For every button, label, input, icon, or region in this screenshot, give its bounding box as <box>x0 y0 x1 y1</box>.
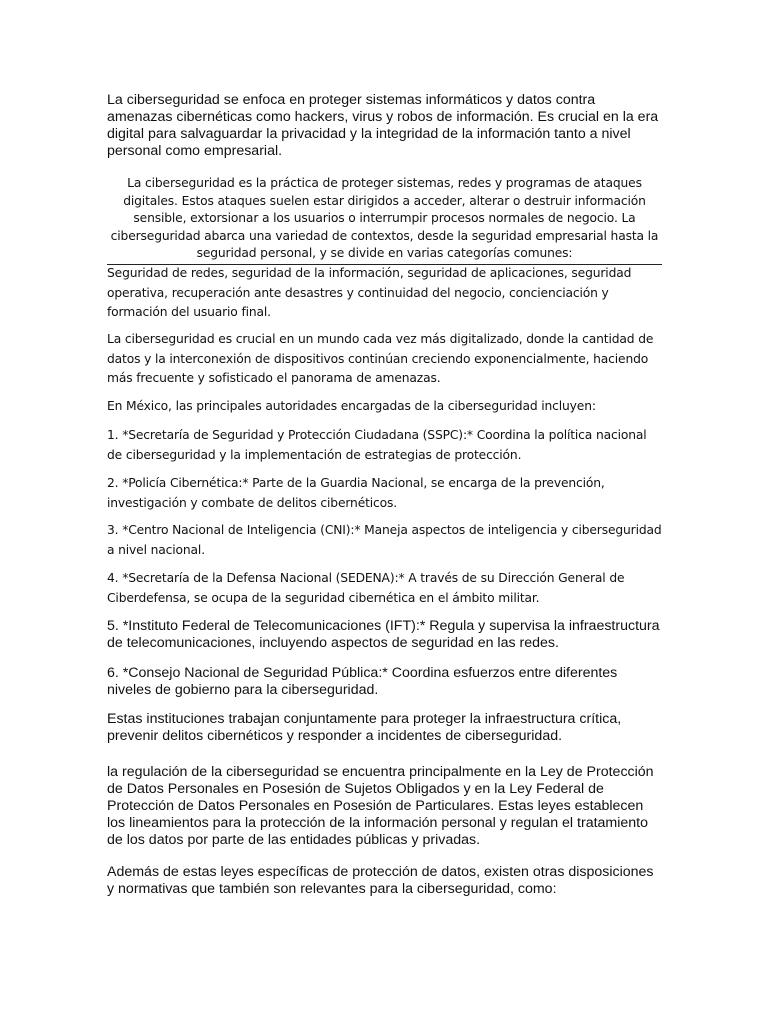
list-item-sedena: 4. *Secretaría de la Defensa Nacional (SEDENA):* A través de su Dirección General de Ciberdefensa, se ocupa de la seguridad cibernética en el ámbito militar. <box>107 571 625 605</box>
paragraph-categories: Seguridad de redes, seguridad de la información, seguridad de aplicaciones, seguridad operativa, recuperación ante desastres y continuidad del negocio, concienciación y formación del usuario final. <box>107 266 632 319</box>
paragraph-definition: La ciberseguridad es la práctica de proteger sistemas, redes y programas de ataques digitales. Estos ataques suelen estar dirigidos a acceder, alterar o destruir información sensible, extorsionar a los usuarios o interrumpir procesos normales de negocio. La ciberseguridad abarca una variedad de contextos, desde la seguridad empresarial hasta la seguridad personal, y se divide en varias categorías comunes: <box>110 176 659 261</box>
paragraph-institutions: Estas instituciones trabajan conjuntamente para proteger la infraestructura crítica, prevenir delitos cibernéticos y responder a incidentes de ciberseguridad. <box>107 711 622 744</box>
paragraph-regulation: la regulación de la ciberseguridad se encuentra principalmente en la Ley de Protección de Datos Personales en Posesión de Sujetos Obligados y en la Ley Federal de Protección de Datos Personales en Posesión de Particulares. Estas leyes establecen los lineamientos para la protección de la información personal y regulan el tratamiento de los datos por parte de las entidades públicas y privadas. <box>107 764 654 848</box>
list-item-cni: 3. *Centro Nacional de Inteligencia (CNI):* Maneja aspectos de inteligencia y ciberseguridad a nivel nacional. <box>107 523 662 557</box>
list-item-consejo: 6. *Consejo Nacional de Seguridad Pública:* Coordina esfuerzos entre diferentes niveles de gobierno para la ciberseguridad. <box>107 665 618 698</box>
paragraph-intro: La ciberseguridad se enfoca en proteger sistemas informáticos y datos contra amenazas cibernéticas como hackers, virus y robos de información. Es crucial en la era digital para salvaguardar la privacidad y la integridad de la información tanto a nivel personal como empresarial. <box>107 92 659 159</box>
paragraph-mexico-authorities: En México, las principales autoridades encargadas de la ciberseguridad incluyen: <box>107 399 596 413</box>
list-item-policia-cibernetica: 2. *Policía Cibernética:* Parte de la Guardia Nacional, se encarga de la prevención, investigación y combate de delitos cibernéticos. <box>107 476 605 510</box>
list-item-ift: 5. *Instituto Federal de Telecomunicaciones (IFT):* Regula y supervisa la infraestructura de telecomunicaciones, incluyendo aspectos de seguridad en las redes. <box>107 618 660 651</box>
list-item-sspc: 1. *Secretaría de Seguridad y Protección Ciudadana (SSPC):* Coordina la política nacional de ciberseguridad y la implementación de estrategias de protección. <box>107 428 647 462</box>
paragraph-other-regulations: Además de estas leyes específicas de protección de datos, existen otras disposiciones y normativas que también son relevantes para la ciberseguridad, como: <box>107 864 654 897</box>
paragraph-importance: La ciberseguridad es crucial en un mundo cada vez más digitalizado, donde la cantidad de datos y la interconexión de dispositivos continúan creciendo exponencialmente, haciendo más frecuente y sofisticado el panorama de amenazas. <box>107 332 654 385</box>
